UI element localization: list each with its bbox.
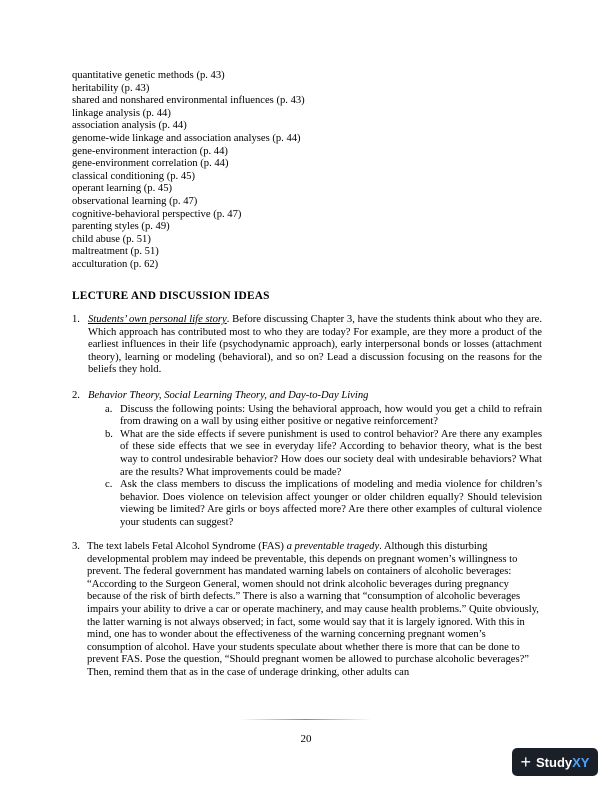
key-term: association analysis (p. 44) (72, 120, 187, 132)
brand-accent: XY (572, 754, 590, 770)
subitem-text: What are the side effects if severe punishment is used to control behavior? Are there any examples of these side effects that we see in everyday life? According to behavior theory, what is the best way to control undesirable behavior? How does our society deal with undesirable behaviors? What are the results? What improvements could be made? (120, 428, 542, 478)
page-number: 20 (300, 733, 312, 745)
item-text-after: . Although this disturbing developmental problem may indeed be preventable, this depends on pregnant women’s willingness to prevent. The federal government has mandated warning labels on containers of alcoholic beverages: “According to the Surgeon General, women should not drink alcoholic beverages during pregnancy because of the risk of birth defects.” There is also a warning that “consumption of alcoholic beverages impairs your ability to drive a car or operate machinery, and may cause health problems.” Quite obviously, the latter warning is not always observed; in fact, some would say that it is largely ignored. With this in mind, one has to wonder about the effectiveness of the warning concerning pregnant women’s consumption of alcohol. Have your students speculate about whether there is more that can be done to prevent FAS. Pose the question, “Should pregnant women be allowed to purchase alcoholic beverages?” Then, remind them that as in the case of underage drinking, other adults can (87, 541, 539, 678)
section-heading: LECTURE AND DISCUSSION IDEAS (72, 290, 270, 302)
studyxy-badge[interactable] (512, 748, 598, 776)
item-text-before: The text labels Fetal Alcohol Syndrome (FAS) (87, 541, 287, 552)
key-term: parenting styles (p. 49) (72, 221, 170, 233)
key-term: gene-environment correlation (p. 44) (72, 158, 229, 170)
item-body (88, 390, 542, 530)
item-number: 3. (72, 541, 80, 552)
item-body (88, 314, 542, 377)
subitem-text: Ask the class members to discuss the implications of modeling and media violence for children’s behavior. Does violence on television affect younger or older children equally? Should television viewing be limited? Are girls or boys affected more? Are there other examples of cultural violence your students can suggest? (120, 479, 542, 528)
item-title: Behavior Theory, Social Learning Theory, and Day-to-Day Living (88, 390, 369, 401)
key-term: genome-wide linkage and association analyses (p. 44) (72, 132, 301, 144)
item-emphasis: a preventable tragedy (286, 541, 380, 552)
discussion-item-3 (72, 541, 542, 680)
item-number: 1. (72, 314, 80, 325)
key-term: gene-environment interaction (p. 44) (72, 145, 228, 157)
item-body (87, 541, 542, 680)
key-term: heritability (p. 43) (72, 82, 150, 94)
key-terms-list (72, 70, 542, 272)
subitem-letter: b. (105, 428, 113, 440)
key-term: operant learning (p. 45) (72, 183, 173, 195)
discussion-item-2 (72, 390, 542, 530)
key-term: linkage analysis (p. 44) (72, 107, 171, 119)
key-term: quantitative genetic methods (p. 43) (72, 70, 225, 81)
item-text: . Before discussing Chapter 3, have the students think about who they are. Which approach has contributed most to who they are today? For example, are they more a product of the earliest influences in their life (psychodynamic approach), early interpersonal bonds or losses (attachment theory), learning or modeling (behavioral), and so on? Lead a discussion focusing on the reasons for the beliefs they hold. (88, 314, 542, 376)
brand-main: Study (536, 754, 573, 770)
key-term: observational learning (p. 47) (72, 195, 198, 207)
item-number: 2. (72, 390, 80, 401)
footer-divider (240, 719, 372, 720)
key-term: acculturation (p. 62) (72, 258, 159, 270)
subitem-letter: c. (105, 479, 113, 491)
subitem-text: Discuss the following points: Using the behavioral approach, how would you get a child to refrain from drawing on a wall by using either positive or negative reinforcement? (120, 403, 542, 428)
discussion-item-1 (72, 314, 542, 377)
key-term: classical conditioning (p. 45) (72, 170, 195, 182)
key-term: shared and nonshared environmental influences (p. 43) (72, 95, 305, 107)
key-term: child abuse (p. 51) (72, 233, 151, 245)
subitem-a (105, 403, 542, 429)
key-term: maltreatment (p. 51) (72, 246, 159, 258)
subitem-letter: a. (105, 403, 113, 415)
item-title: Students’ own personal life story (88, 314, 227, 325)
subitem-c (105, 479, 542, 529)
key-term: cognitive-behavioral perspective (p. 47) (72, 208, 242, 220)
subitem-b (105, 428, 542, 479)
plus-icon: + (520, 752, 532, 772)
